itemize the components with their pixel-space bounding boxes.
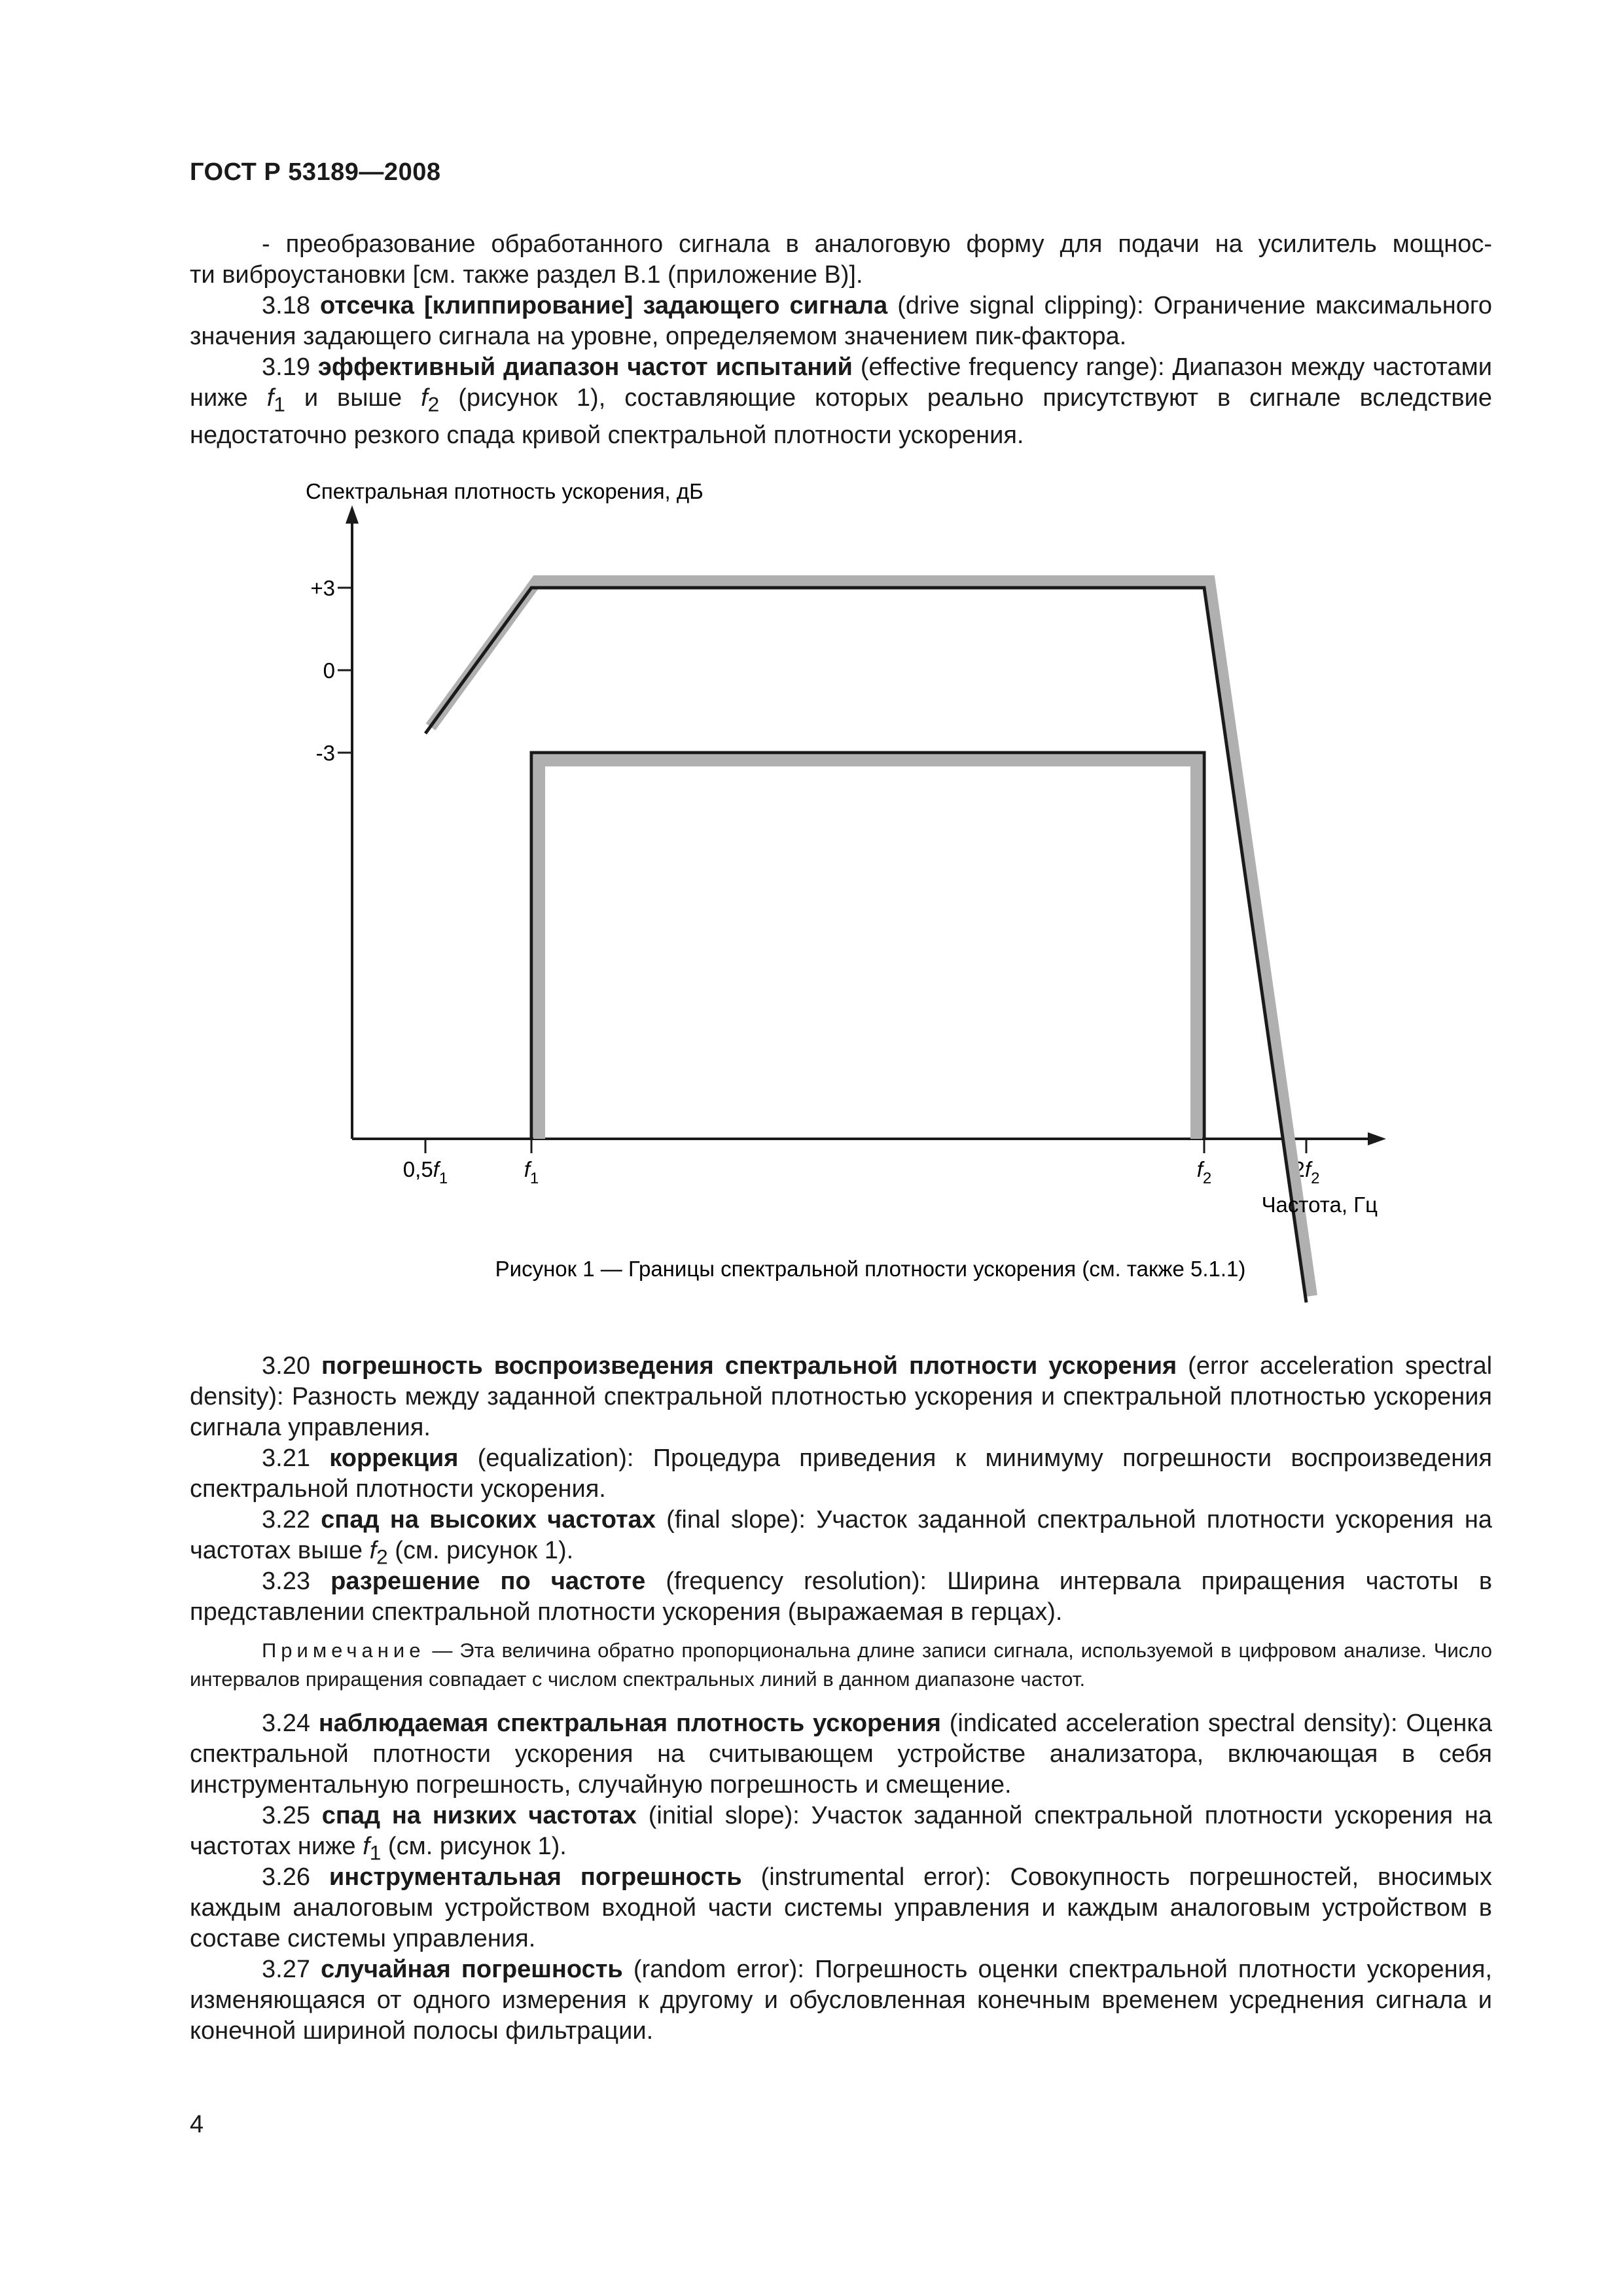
symbol-subscript: 1 (369, 1840, 382, 1865)
note-label: Примечание (262, 1639, 425, 1662)
upper-tolerance-profile (431, 581, 1311, 1296)
series-group (425, 581, 1311, 1302)
lower-tolerance-line (531, 753, 1204, 1139)
y-tick-label: +3 (310, 576, 335, 600)
y-tick-label: -3 (315, 741, 335, 765)
symbol-f: f (369, 1537, 377, 1564)
term-title: наблюдаемая спектральная плотность ускорения (318, 1710, 941, 1737)
term-title: эффективный диапазон частот испытаний (317, 353, 853, 381)
term-definition: (random error): Погрешность оценки спектральной плотности ускорения, изменяющаяся от одного измерения к другому и обусловленная конечным временем усреднения сигнала и конечной шириной полосы фильтрации. (190, 1956, 1493, 2045)
x-ticks (403, 1139, 1320, 1187)
term-definition: (drive signal clipping): Ограничение максимального значения задающего сигнала на уровне, определяемом значением пик-фактора. (190, 292, 1492, 350)
symbol-subscript: 2 (376, 1545, 388, 1569)
symbol-subscript: 1 (274, 392, 285, 416)
term-definition: (effective frequency range): Диапазон между частотами ниже (190, 353, 1492, 412)
term-title: спад на низких частотах (321, 1802, 637, 1829)
term-definition: (indicated acceleration spectral density): Оценка спектральной плотности ускорения на считывающем устройстве анализатора, включающая в себя инструментальную погрешность, случайную погрешность и смещение. (190, 1710, 1493, 1799)
x-tick-label: $0,5f_1$ (402, 1157, 448, 1187)
x-axis-arrow (1368, 1132, 1386, 1145)
term-number: 3.25 (262, 1802, 310, 1829)
y-tick-label: 0 (323, 658, 335, 683)
term-number: 3.20 (262, 1352, 310, 1380)
term-definition: (см. рисунок 1). (381, 1833, 567, 1860)
x-tick-label: $2f_2$ (1293, 1157, 1320, 1187)
term-3-27 (190, 1954, 1492, 2047)
term-definition: (frequency resolution): Ширина интервала приращения частоты в представлении спектральной плотности ускорения (выражаемая в герцах). (190, 1568, 1493, 1626)
term-3-26 (190, 1862, 1492, 1954)
term-number: 3.19 (262, 353, 310, 381)
x-tick-label: $f_2$ (1196, 1157, 1212, 1187)
page-number: 4 (190, 2111, 204, 2138)
term-definition: (final slope): Участок заданной спектральной плотности ускорения на частотах выше (190, 1506, 1493, 1564)
symbol-f: f (363, 1833, 370, 1860)
figure-caption: Рисунок 1 — Границы спектральной плотности ускорения (см. также 5.1.1) (495, 1257, 1246, 1281)
term-definition: (equalization): Процедура приведения к минимуму погрешности воспроизведения спектральной плотности ускорения. (190, 1444, 1492, 1503)
term-definition: (см. рисунок 1). (387, 1537, 574, 1564)
term-title: инструментальная погрешность (329, 1863, 742, 1891)
term-definition: (error acceleration spectral density): Разность между заданной спектральной плотностью ускорения и спектральной плотностью ускорения сигнала управления. (190, 1352, 1493, 1441)
lower-tolerance-profile (539, 761, 1196, 1139)
term-definition: (рисунок 1), составляющие которых реально присутствуют в сигнале вследствие недостаточно резкого спада кривой спектральной плотности ускорения. (190, 384, 1492, 449)
symbol-f: f (266, 384, 274, 412)
term-title: разрешение по частоте (330, 1568, 646, 1595)
term-definition: (instrumental error): Совокупность погрешностей, вносимых каждым аналоговым устройством входной части системы управления и каждым аналоговым устройством в составе системы управления. (190, 1863, 1493, 1952)
upper-tolerance-line (425, 588, 1306, 1302)
y-axis-label: Спектральная плотность ускорения, дБ (306, 479, 704, 503)
term-title: коррекция (329, 1444, 459, 1472)
y-ticks (310, 576, 352, 765)
term-3-25 (190, 1801, 1492, 1869)
term-3-24 (190, 1708, 1492, 1801)
paragraph-line: ти виброустановки [см. также раздел В.1 (приложение В)]. (190, 261, 863, 289)
symbol-f: f (421, 384, 428, 412)
x-axis-label: Частота, Гц (1261, 1193, 1378, 1217)
term-3-23 (190, 1566, 1492, 1628)
term-number: 3.24 (262, 1710, 310, 1737)
term-3-22 (190, 1505, 1492, 1573)
document-header: ГОСТ Р 53189—2008 (190, 158, 441, 186)
term-number: 3.23 (262, 1568, 310, 1595)
term-3-21 (190, 1443, 1492, 1505)
term-definition: и выше (285, 384, 421, 412)
term-number: 3.22 (262, 1506, 310, 1534)
term-title: погрешность воспроизведения спектральной плотности ускорения (321, 1352, 1177, 1380)
term-title: отсечка [клиппирование] задающего сигнала (320, 292, 888, 319)
term-number: 3.21 (262, 1444, 310, 1472)
term-number: 3.18 (262, 292, 310, 319)
term-title: спад на высоких частотах (321, 1506, 656, 1534)
y-axis-arrow (346, 505, 359, 524)
symbol-subscript: 2 (427, 392, 440, 416)
term-definition: (initial slope): Участок заданной спектральной плотности ускорения на частотах ниже (190, 1802, 1492, 1860)
term-title: случайная погрешность (321, 1956, 623, 1983)
term-number: 3.27 (262, 1956, 310, 1983)
paragraph-line: - преобразование обработанного сигнала в аналоговую форму для подачи на усилитель мощнос- (262, 230, 1492, 258)
note-text: — Эта величина обратно пропорциональна длине записи сигнала, используемой в цифровом анализе. Число интервалов приращения совпадает с числом спектральных линий в данном диапазоне частот. (190, 1639, 1492, 1691)
x-tick-label: $f_1$ (524, 1157, 539, 1187)
term-number: 3.26 (262, 1863, 310, 1891)
term-3-20 (190, 1351, 1492, 1443)
note (190, 1636, 1492, 1694)
